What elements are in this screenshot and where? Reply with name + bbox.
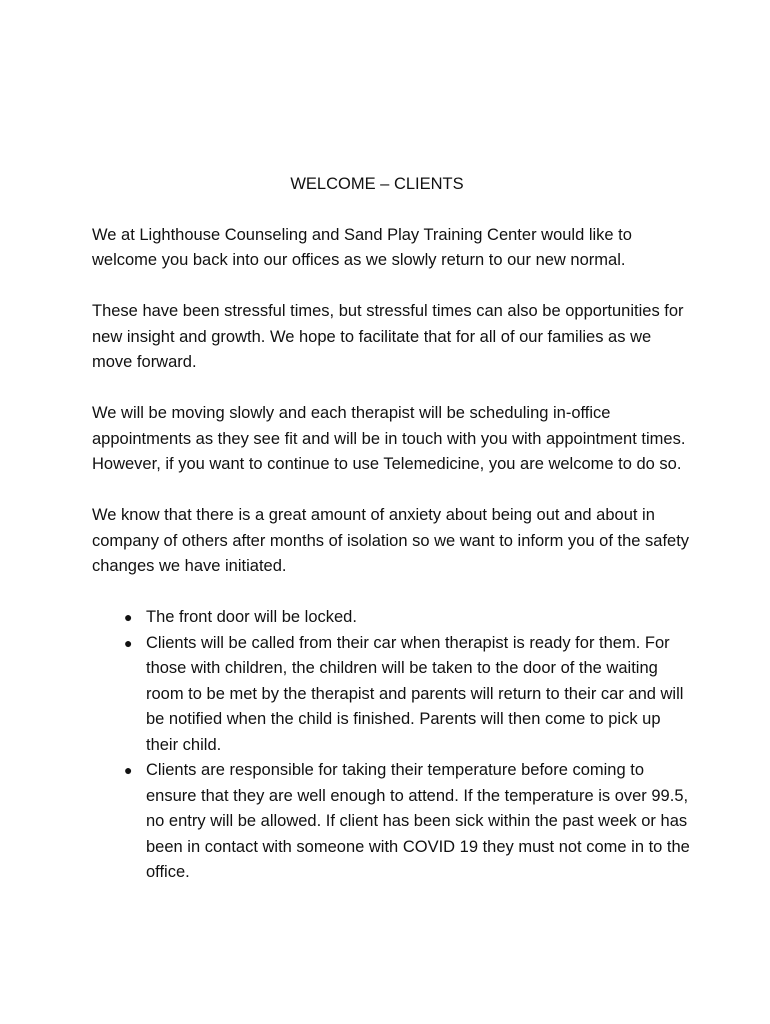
list-item-text: The front door will be locked. <box>146 608 357 626</box>
list-item <box>124 758 692 886</box>
list-item <box>124 631 692 759</box>
paragraph-safety-intro: We know that there is a great amount of anxiety about being out and about in company of others after months of isolation so we want to inform you of the safety changes we have initiated. <box>92 506 690 575</box>
list-item-text: Clients will be called from their car when therapist is ready for them. For those with children, the children will be taken to the door of the waiting room to be met by the therapist and parents will return to their car and will be notified when the child is finished. Parents will then come to pick up their child. <box>146 633 684 754</box>
document-title: WELCOME – CLIENTS <box>290 175 464 193</box>
list-item-text: Clients are responsible for taking their temperature before coming to ensure that they are well enough to attend. If the temperature is over 99.5, no entry will be allowed. If client has been sick within the past week or has been in contact with someone with COVID 19 they must not come in to the office. <box>146 761 690 881</box>
document-body <box>92 172 692 886</box>
list-item <box>124 605 692 631</box>
bullet-icon: ● <box>124 762 133 778</box>
safety-list <box>92 605 692 886</box>
paragraph-welcome: We at Lighthouse Counseling and Sand Play Training Center would like to welcome you back into our offices as we slowly return to our new normal. <box>92 225 632 269</box>
paragraph-stressful-times: These have been stressful times, but stressful times can also be opportunities for new insight and growth. We hope to facilitate that for all of our families as we move forward. <box>92 302 684 371</box>
bullet-icon: ● <box>124 634 133 651</box>
paragraph-scheduling: We will be moving slowly and each therapist will be scheduling in-office appointments as they see fit and will be in touch with you with appointment times. However, if you want to continue to use Telemedicine, you are welcome to do so. <box>92 404 686 473</box>
bullet-icon: ● <box>124 609 133 625</box>
